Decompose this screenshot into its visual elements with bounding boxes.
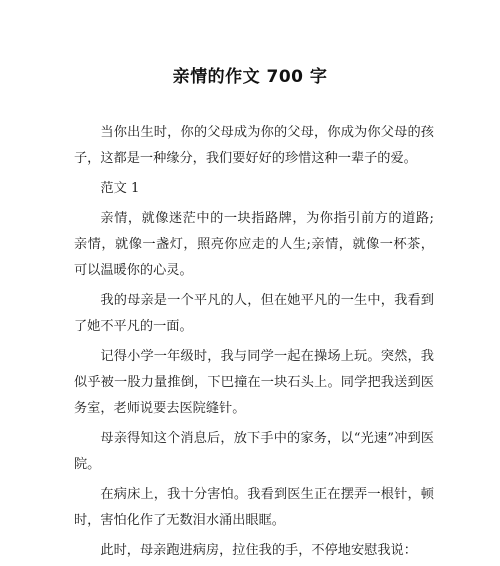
paragraph-intro: 当你出生时，你的父母成为你的父母，你成为你父母的孩子，这都是一种缘分，我们要好好的珍惜这种一辈子的爱。 [74,125,434,166]
paragraph: 此时，母亲跑进病房，拉住我的手，不停地安慰我说： [100,543,417,558]
paragraph: 记得小学一年级时，我与同学一起在操场上玩。突然，我似乎被一股力量推倒，下巴撞在一块石头上。同学把我送到医务室，老师说要去医院缝针。 [74,349,434,416]
document-title: 亲情的作文 700 字 [172,67,328,87]
paragraph: 我的母亲是一个平凡的人，但在她平凡的一生中，我看到了她不平凡的一面。 [74,293,434,334]
paragraph: 在病床上，我十分害怕。我看到医生正在摆弄一根针，顿时，害怕化作了无数泪水涌出眼眶。 [74,487,434,528]
document-body [74,120,434,566]
paragraph: 亲情，就像迷茫中的一块指路牌，为你指引前方的道路;亲情，就像一盏灯，照亮你应走的人生;亲情，就像一杯茶，可以温暖你的心灵。 [74,211,434,278]
paragraph: 母亲得知这个消息后，放下手中的家务，以“光速”冲到医院。 [74,431,434,472]
paragraph-heading-sample: 范文 1 [100,181,140,196]
